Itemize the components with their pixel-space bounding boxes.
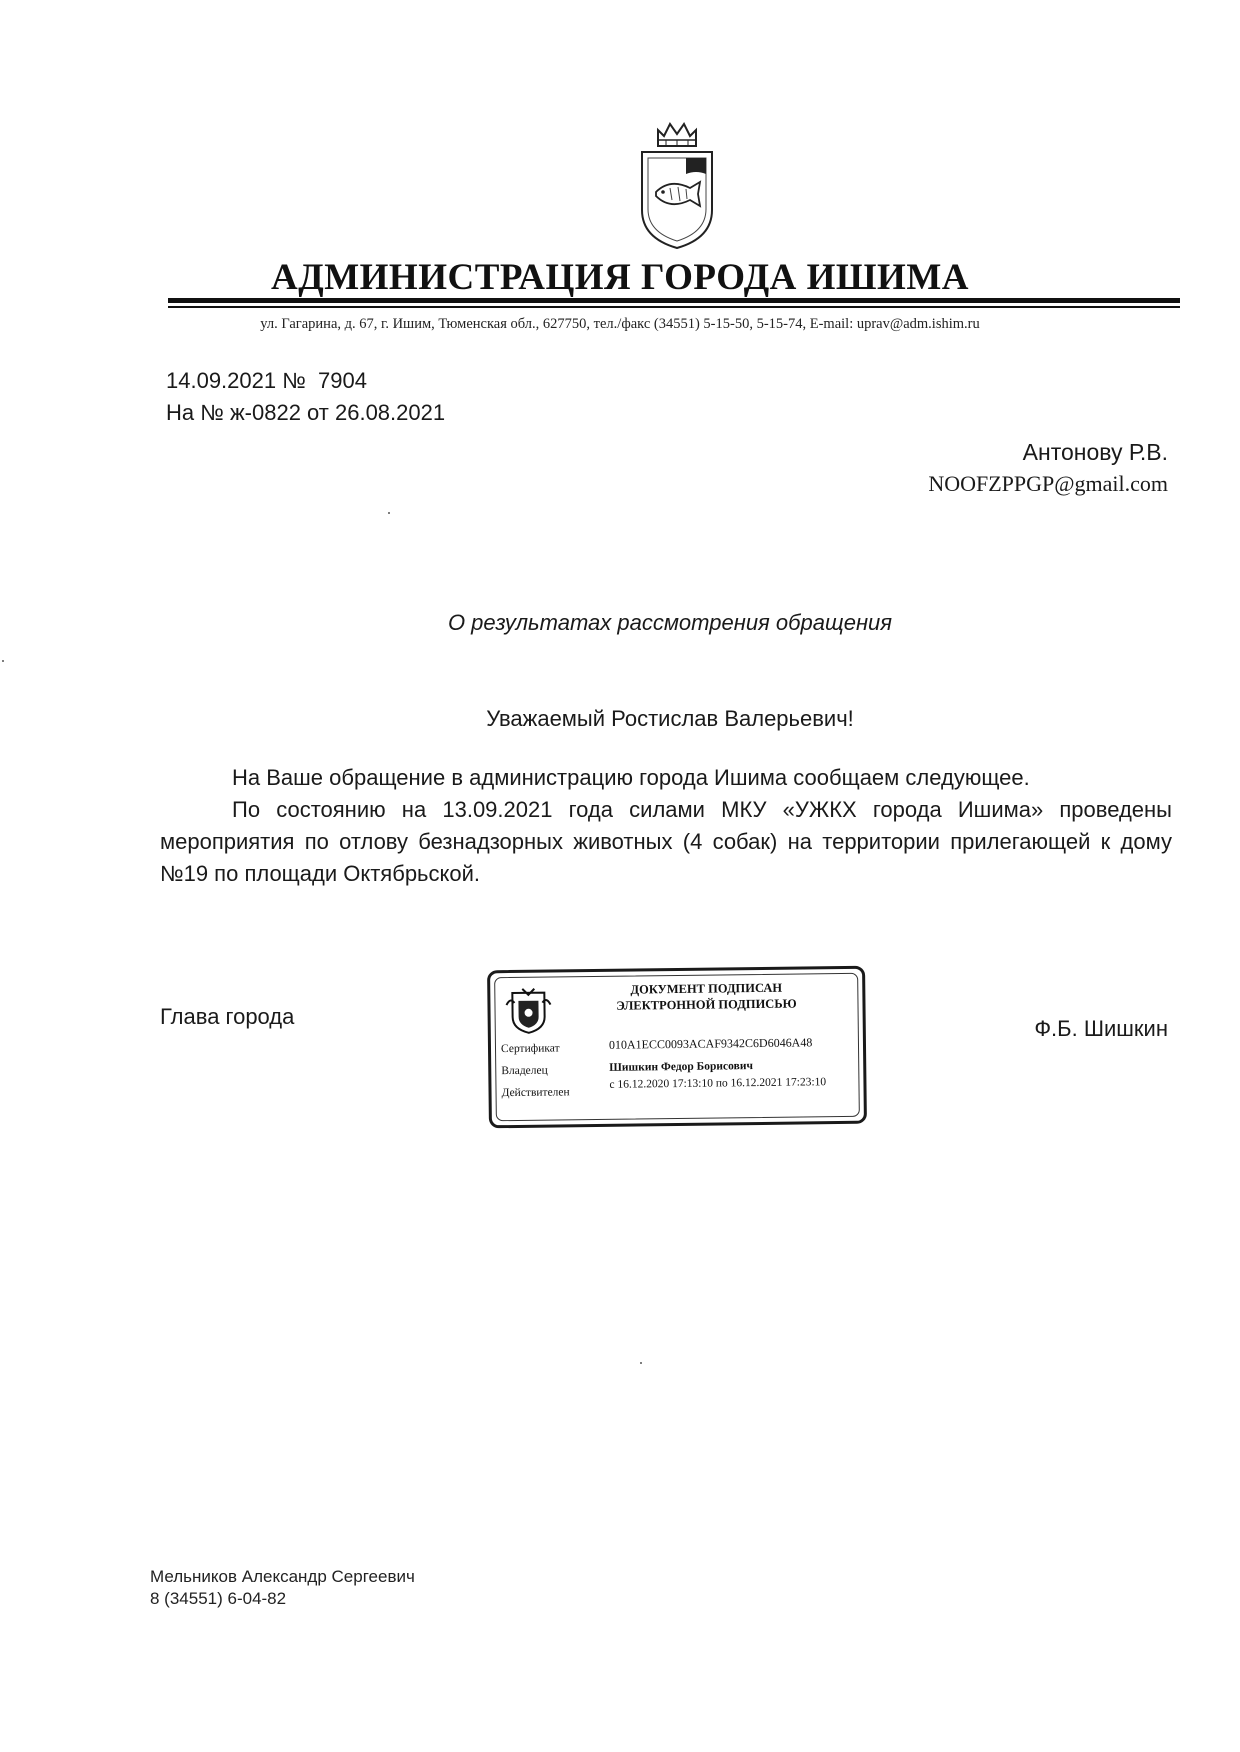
body-paragraph: На Ваше обращение в администрацию города Ишима сообщаем следующее. — [232, 765, 1030, 790]
stamp-certificate-value: 010A1ECC0093ACAF9342C6D6046A48 — [608, 1035, 813, 1052]
addressee-name: Антонову Р.В. — [1022, 439, 1168, 465]
letter-subject: О результатах рассмотрения обращения — [447, 610, 893, 635]
header-rule-thick — [168, 298, 1180, 303]
letter-body — [160, 762, 1172, 890]
executor-name: Мельников Александр Сергеевич — [150, 1567, 415, 1586]
stamp-validity-value: с 16.12.2020 17:13:10 по 16.12.2021 17:23:10 — [609, 1076, 827, 1091]
organization-title: АДМИНИСТРАЦИЯ ГОРОДА ИШИМА — [271, 257, 969, 298]
electronic-signature-stamp — [487, 966, 867, 1129]
stamp-owner-label: Владелец — [501, 1064, 548, 1078]
scan-speck — [388, 512, 390, 514]
header-rule-thin — [168, 306, 1180, 308]
coat-of-arms-icon — [636, 110, 718, 250]
organization-address: ул. Гагарина, д. 67, г. Ишим, Тюменская обл., 627750, тел./факс (34551) 5-15-50, 5-15-74, E-mail: uprav@adm.ishim.ru — [260, 316, 980, 332]
scan-speck — [2, 660, 4, 662]
reply-reference: На № ж-0822 от 26.08.2021 — [166, 400, 446, 425]
stamp-heading-line: ЭЛЕКТРОННОЙ ПОДПИСЬЮ — [616, 996, 797, 1013]
region-coat-of-arms-icon — [504, 987, 553, 1036]
stamp-heading-line: ДОКУМЕНТ ПОДПИСАН — [630, 980, 783, 997]
executor-phone: 8 (34551) 6-04-82 — [150, 1589, 287, 1608]
stamp-certificate-label: Сертификат — [500, 1042, 560, 1056]
addressee-email: NOOFZPPGP@gmail.com — [928, 471, 1168, 496]
scan-speck — [640, 1362, 642, 1364]
letter-greeting: Уважаемый Ростислав Валерьевич! — [486, 706, 854, 731]
outgoing-number: 14.09.2021 № 7904 — [166, 368, 367, 393]
signatory-name: Ф.Б. Шишкин — [1034, 1016, 1168, 1041]
stamp-heading — [586, 979, 826, 1014]
stamp-validity-label: Действителен — [501, 1086, 570, 1100]
stamp-owner-value: Шишкин Федор Борисович — [609, 1060, 753, 1074]
executor-block — [150, 1566, 415, 1610]
body-paragraph: По состоянию на 13.09.2021 года силами МКУ «УЖКХ города Ишима» проведены мероприятия по отлову безнадзорных животных (4 собак) на территории прилегающей к дому №19 по площади Октябрьской. — [160, 797, 1172, 886]
signatory-role: Глава города — [160, 1004, 295, 1029]
